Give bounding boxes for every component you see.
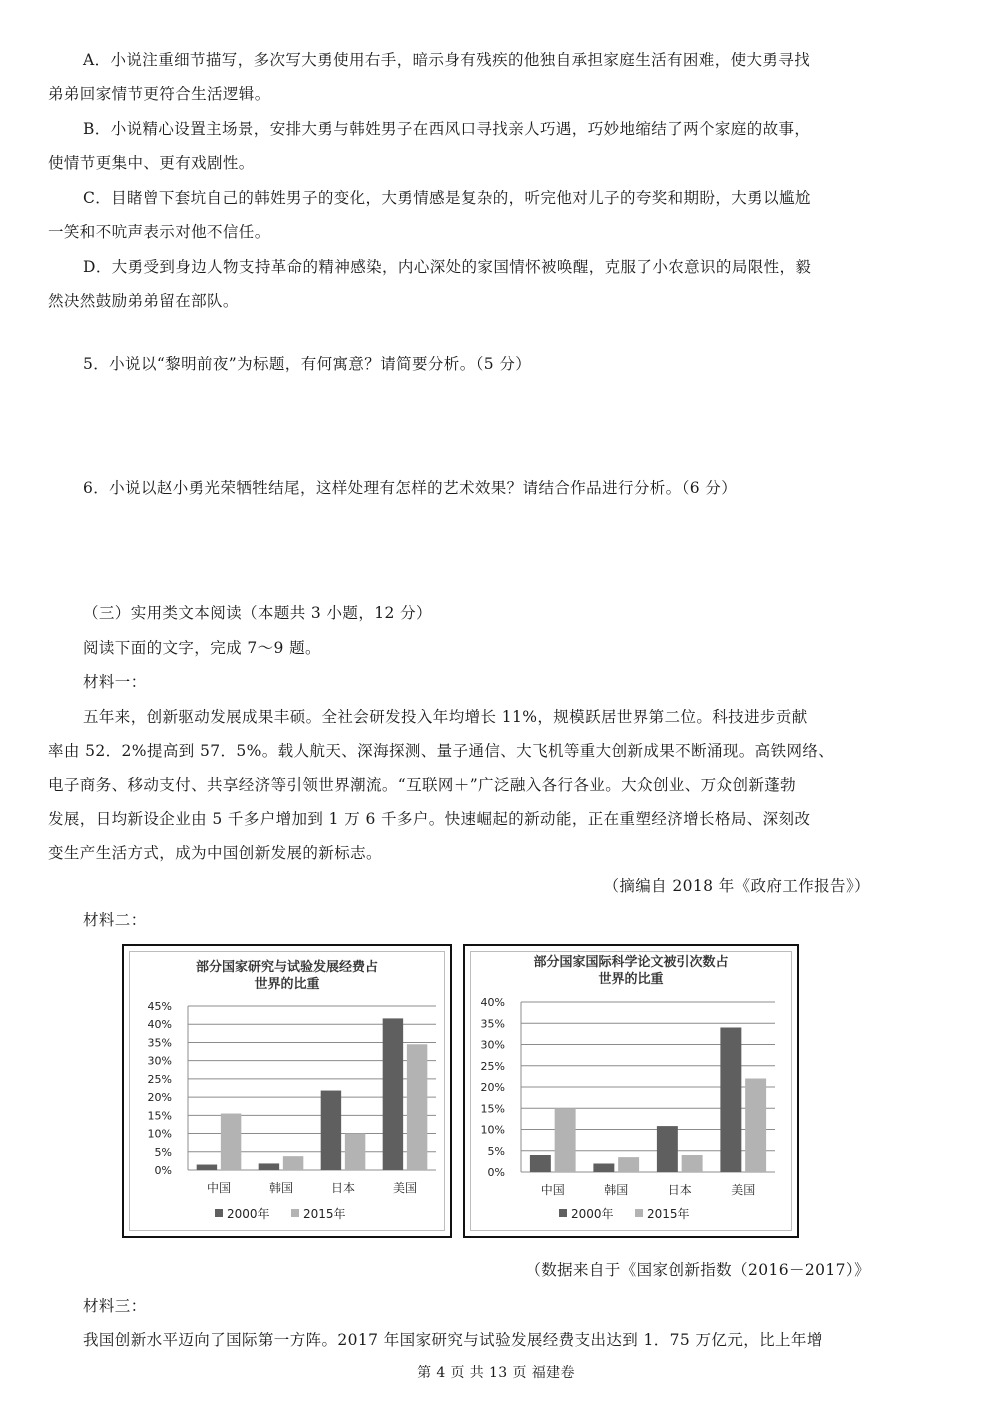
bar-2015年-美国 [745,1079,766,1173]
option-c-line1: C．目睹曾下套坑自己的韩姓男子的变化，大勇情感是复杂的，听完他对儿子的夸奖和期盼，大勇以尴尬 [83,189,811,207]
question-6: 6．小说以赵小勇光荣牺牲结尾，这样处理有怎样的艺术效果？请结合作品进行分析。（6 分） [83,479,738,497]
chart-rd-expenditure-svg [124,946,450,1236]
y-tick-label: 35% [147,1036,172,1050]
material1-label: 材料一： [83,673,147,691]
chart-title: 世界的比重 [598,972,664,987]
x-category-label: 日本 [330,1181,356,1195]
material2-label: 材料二： [83,911,147,929]
legend-swatch [559,1209,567,1217]
x-category-label: 中国 [540,1183,565,1197]
chart-title: 部分国家国际科学论文被引次数占 [533,955,729,970]
y-tick-label: 0% [154,1164,172,1177]
bar-2015年-美国 [407,1044,427,1170]
y-tick-label: 25% [147,1072,172,1086]
chart-title: 部分国家研究与试验发展经费占 [195,960,379,975]
bar-2000年-中国 [530,1155,551,1172]
option-d-line2: 然决然鼓励弟弟留在部队。 [48,292,239,310]
material3-label: 材料三： [83,1297,147,1315]
x-category-label: 中国 [206,1181,232,1195]
x-category-label: 美国 [392,1181,418,1195]
bar-2000年-韩国 [259,1163,279,1170]
bar-2000年-日本 [657,1126,678,1172]
bar-2000年-日本 [321,1091,341,1170]
chart-paper-citations [463,944,799,1238]
section-heading: （三）实用类文本阅读（本题共 3 小题，12 分） [83,604,432,622]
section-instruction: 阅读下面的文字，完成 7～9 题。 [83,639,321,657]
bar-2000年-中国 [197,1165,217,1170]
legend-label: 2015年 [647,1207,690,1221]
chart-title: 世界的比重 [254,977,320,992]
y-tick-label: 40% [480,996,505,1009]
x-category-label: 日本 [667,1183,692,1197]
y-tick-label: 15% [480,1102,505,1116]
y-tick-label: 10% [480,1123,505,1137]
option-c-line2: 一笑和不吭声表示对他不信任。 [48,223,271,241]
y-tick-label: 30% [480,1038,505,1052]
x-category-label: 韩国 [604,1183,629,1197]
legend-swatch [635,1209,643,1217]
option-a-line2: 弟弟回家情节更符合生活逻辑。 [48,85,271,103]
y-tick-label: 30% [147,1054,172,1068]
option-d-line1: D．大勇受到身边人物支持革命的精神感染，内心深处的家国情怀被唤醒，克服了小农意识的局限性，毅 [83,258,812,276]
bar-2015年-韩国 [618,1157,639,1172]
bar-2000年-美国 [383,1018,403,1170]
bar-2015年-日本 [345,1134,365,1170]
y-tick-label: 20% [147,1091,172,1105]
material1-para-line: 率由 52．2%提高到 57．5%。载人航天、深海探测、量子通信、大飞机等重大创新成果不断涌现。高铁网络、 [48,742,835,760]
y-tick-label: 45% [147,1000,172,1013]
material1-para-line: 电子商务、移动支付、共享经济等引领世界潮流。“互联网＋”广泛融入各行各业。大众创业、万众创新蓬勃 [48,776,797,794]
legend-swatch [291,1209,299,1217]
chart-rd-expenditure [122,944,452,1238]
material1-source: （摘编自 2018 年《政府工作报告》） [603,877,870,895]
y-tick-label: 20% [480,1081,505,1094]
y-tick-label: 0% [487,1166,505,1179]
bar-2015年-中国 [221,1114,241,1170]
option-a-line1: A．小说注重细节描写，多次写大勇使用右手，暗示身有残疾的他独自承担家庭生活有困难，使大勇寻找 [83,51,811,69]
y-tick-label: 5% [487,1144,505,1158]
x-category-label: 韩国 [268,1181,294,1195]
material1-para-line: 变生产生活方式，成为中国创新发展的新标志。 [48,844,382,862]
bar-2015年-中国 [555,1108,576,1172]
page-footer: 第 4 页 共 13 页 福建卷 [417,1365,575,1381]
legend-swatch [215,1209,223,1217]
material3-line: 我国创新水平迈向了国际第一方阵。2017 年国家研究与试验发展经费支出达到 1．75 万亿元，比上年增 [83,1331,823,1349]
legend-label: 2015年 [303,1207,346,1221]
chart-paper-citations-svg [465,946,797,1236]
bar-2015年-韩国 [283,1156,303,1170]
legend-label: 2000年 [227,1207,270,1221]
y-tick-label: 25% [480,1059,505,1073]
y-tick-label: 40% [147,1018,172,1032]
option-b-line2: 使情节更集中、更有戏剧性。 [48,154,255,172]
question-5: 5．小说以“黎明前夜”为标题，有何寓意？请简要分析。（5 分） [83,355,532,373]
material1-para-line: 发展，日均新设企业由 5 千多户增加到 1 万 6 千多户。快速崛起的新动能，正在重塑经济增长格局、深刻改 [48,810,811,828]
y-tick-label: 15% [147,1109,172,1123]
bar-2000年-韩国 [593,1164,614,1173]
material1-para-line: 五年来，创新驱动发展成果丰硕。全社会研发投入年均增长 11%，规模跃居世界第二位。科技进步贡献 [83,708,808,726]
y-tick-label: 10% [147,1127,172,1141]
y-tick-label: 35% [480,1017,505,1031]
bar-2015年-日本 [682,1155,703,1172]
bar-2000年-美国 [720,1028,741,1173]
legend-label: 2000年 [571,1207,614,1221]
y-tick-label: 5% [154,1145,172,1159]
option-b-line1: B．小说精心设置主场景，安排大勇与韩姓男子在西风口寻找亲人巧遇，巧妙地缩结了两个家庭的故事， [83,120,811,138]
x-category-label: 美国 [731,1183,756,1197]
material2-source: （数据来自于《国家创新指数（2016－2017）》 [525,1261,870,1279]
